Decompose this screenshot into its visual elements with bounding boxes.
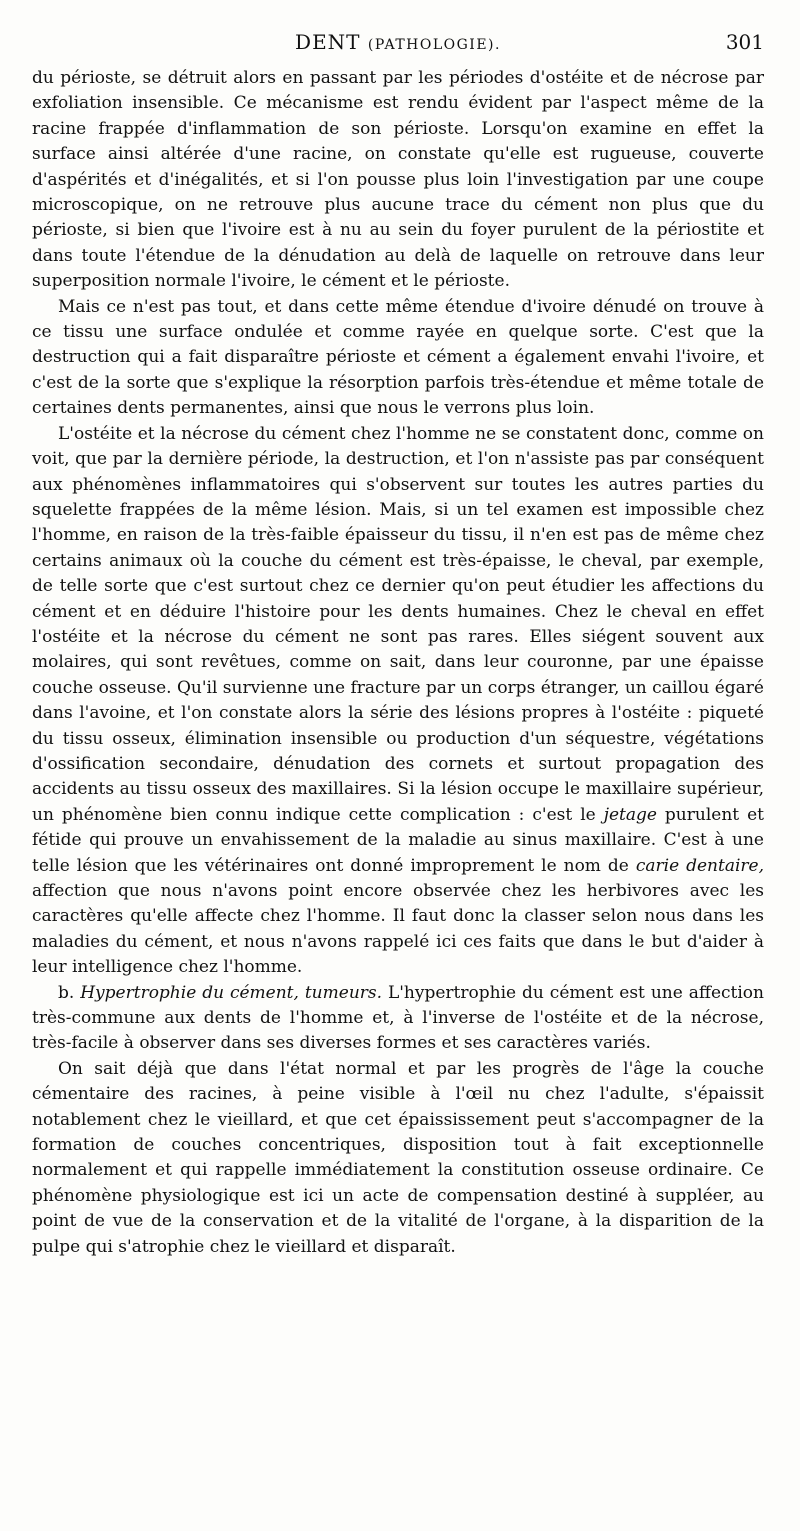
paragraph-3-part-2: purulent et fétide qui prouve un envahissement de la maladie au sinus maxillaire. C'est à une telle lésion que les vétérinaires ont donné improprement le nom de	[32, 804, 764, 876]
running-head-subtitle: (PATHOLOGIE).	[367, 37, 501, 53]
running-head-title: DENT	[295, 30, 361, 54]
running-head	[32, 30, 764, 54]
paragraph-3	[32, 422, 764, 981]
paragraph-3-part-1: L'ostéite et la nécrose du cément chez l'homme ne se constatent donc, comme on voit, que par la dernière période, la destruction, et l'on n'assiste pas par conséquent aux phénomènes inflammatoires qui s'observent sur toutes les autres parties du squelette frappées de la même lésion. Mais, si un tel examen est impossible chez l'homme, en raison de la très-faible épaisseur du tissu, il n'en est pas de même chez certains animaux où la couche du cément est très-épaisse, le cheval, par exemple, de telle sorte que c'est surtout chez ce dernier qu'on peut étudier les affections du cément et en déduire l'histoire pour les dents humaines. Chez le cheval en effet l'ostéite et la nécrose du cément ne sont pas rares. Elles siégent souvent aux molaires, qui sont revêtues, comme on sait, dans leur couronne, par une épaisse couche osseuse. Qu'il survienne une fracture par un corps étranger, un caillou égaré dans l'avoine, et l'on constate alors la série des lésions propres à l'ostéite : piqueté du tissu osseux, élimination insensible ou production d'un séquestre, végétations d'ossification secondaire, dénudation des cornets et surtout propagation des accidents au tissu osseux des maxillaires. Si la lésion occupe le maxillaire supérieur, un phénomène bien connu indique cette complication : c'est le	[32, 423, 764, 825]
paragraph-1: du périoste, se détruit alors en passant par les périodes d'ostéite et de nécrose par exfoliation insensible. Ce mécanisme est rendu évident par l'aspect même de la racine frappée d'inflammation de son périoste. Lorsqu'on examine en effet la surface ainsi altérée d'une racine, on constate qu'elle est rugueuse, couverte d'aspérités et d'inégalités, et si l'on pousse plus loin l'investigation par une coupe microscopique, on ne retrouve plus aucune trace du cément non plus que du périoste, si bien que l'ivoire est à nu au sein du foyer purulent de la périostite et dans toute l'étendue de la dénudation au delà de laquelle on retrouve dans leur superposition normale l'ivoire, le cément et le périoste.	[32, 68, 764, 292]
paragraph-5: On sait déjà que dans l'état normal et par les progrès de l'âge la couche cémentaire des racines, à peine visible à l'œil nu chez l'adulte, s'épaissit notablement chez le vieillard, et que cet épaississement peut s'accompagner de la formation de couches concentriques, disposition tout à fait exceptionnelle normalement et qui rappelle immédiatement la constitution osseuse ordinaire. Ce phénomène physiologique est ici un acte de compensation destiné à suppléer, au point de vue de la conservation et de la vitalité de l'organe, à la disparition de la pulpe qui s'atrophie chez le vieillard et disparaît.	[32, 1058, 764, 1257]
paragraph-2: Mais ce n'est pas tout, et dans cette même étendue d'ivoire dénudé on trouve à ce tissu une surface ondulée et comme rayée en quelque sorte. C'est que la destruction qui a fait disparaître périoste et cément a également envahi l'ivoire, et c'est de la sorte que s'explique la résorption parfois très-étendue et même totale de certaines dents permanentes, ainsi que nous le verrons plus loin.	[32, 296, 764, 419]
paragraph-4	[32, 981, 764, 1057]
body-text	[32, 66, 764, 1260]
paragraph-4-text: L'hypertrophie du cément est une affection très-commune aux dents de l'homme et, à l'inverse de l'ostéite et de la nécrose, très-facile à observer dans ses diverses formes et ses caractères variés.	[32, 982, 764, 1054]
term-carie-dentaire: carie dentaire,	[635, 855, 764, 876]
term-jetage: jetage	[603, 804, 657, 825]
section-letter: b.	[58, 982, 81, 1003]
paragraph-3-part-3: affection que nous n'avons point encore observée chez les herbivores avec les caractères qu'elle affecte chez l'homme. Il faut donc la classer selon nous dans les maladies du cément, et nous n'avons rappelé ici ces faits que dans le but d'aider à leur intelligence chez l'homme.	[32, 881, 764, 978]
page-header	[32, 30, 764, 64]
section-heading: Hypertrophie du cément, tumeurs.	[80, 982, 383, 1003]
page-number: 301	[725, 30, 764, 54]
